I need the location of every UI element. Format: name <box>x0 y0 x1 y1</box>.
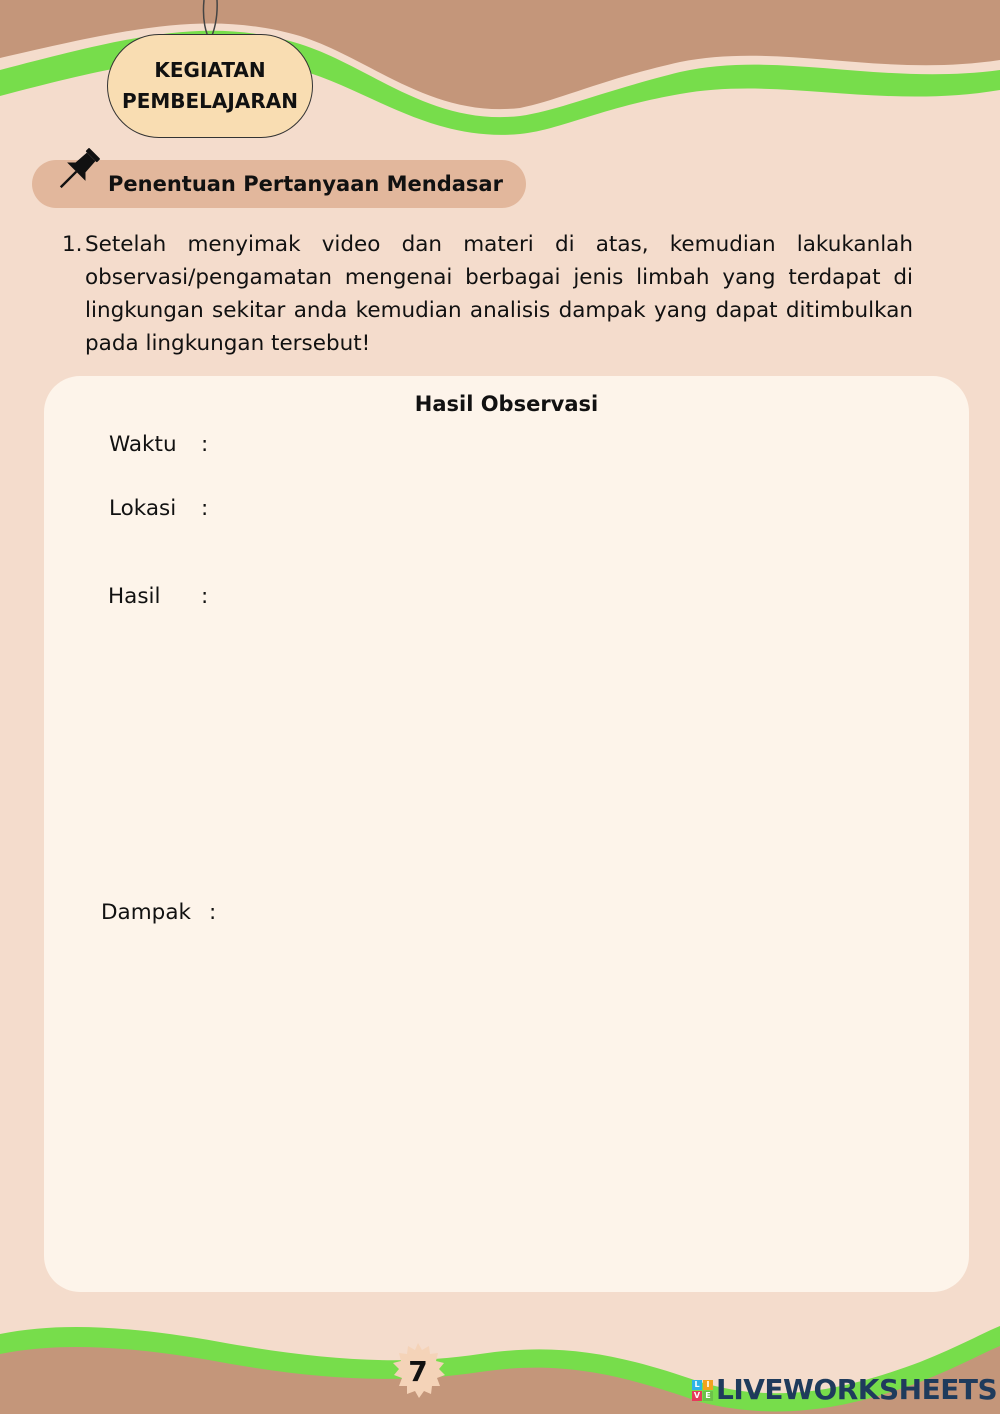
hasil-colon: : <box>201 584 209 609</box>
observation-title: Hasil Observasi <box>414 392 599 416</box>
observation-card <box>44 376 969 1292</box>
activity-tag-line1: KEGIATAN <box>154 58 266 82</box>
page-number: 7 <box>408 1354 428 1388</box>
hasil-field[interactable] <box>108 583 209 611</box>
question-number: 1. <box>62 232 83 257</box>
section-title: Penentuan Pertanyaan Mendasar <box>108 172 503 196</box>
waktu-label: Waktu <box>109 432 177 457</box>
liveworksheets-logo[interactable] <box>692 1373 997 1407</box>
lokasi-colon: : <box>201 496 209 521</box>
activity-tag-line2: PEMBELAJARAN <box>122 89 298 113</box>
waktu-colon: : <box>201 432 209 457</box>
lokasi-field[interactable] <box>109 495 209 523</box>
brand-name: LIVEWORKSHEETS <box>716 1373 998 1406</box>
dampak-colon: : <box>209 900 217 925</box>
brand-letter: L <box>692 1380 702 1390</box>
page-number-badge <box>389 1342 447 1400</box>
brand-letter: I <box>703 1380 713 1390</box>
question-text: Setelah menyimak video dan materi di atas, kemudian lakukanlah observasi/pengamatan mengenai berbagai jenis limbah yang terdapat di lingkungan sekitar anda kemudian analisis dampak yang dapat ditimbulkan pada lingkungan tersebut! <box>85 232 913 356</box>
brand-letter: E <box>703 1391 713 1401</box>
hasil-label: Hasil <box>108 584 161 609</box>
dampak-label: Dampak <box>101 900 191 925</box>
brand-letter: V <box>693 1390 701 1400</box>
lokasi-label: Lokasi <box>109 496 177 521</box>
dampak-field[interactable] <box>101 899 217 927</box>
pushpin-icon <box>50 144 104 198</box>
waktu-field[interactable] <box>109 431 209 459</box>
activity-tag <box>107 34 313 138</box>
brand-squares-icon <box>692 1380 713 1401</box>
